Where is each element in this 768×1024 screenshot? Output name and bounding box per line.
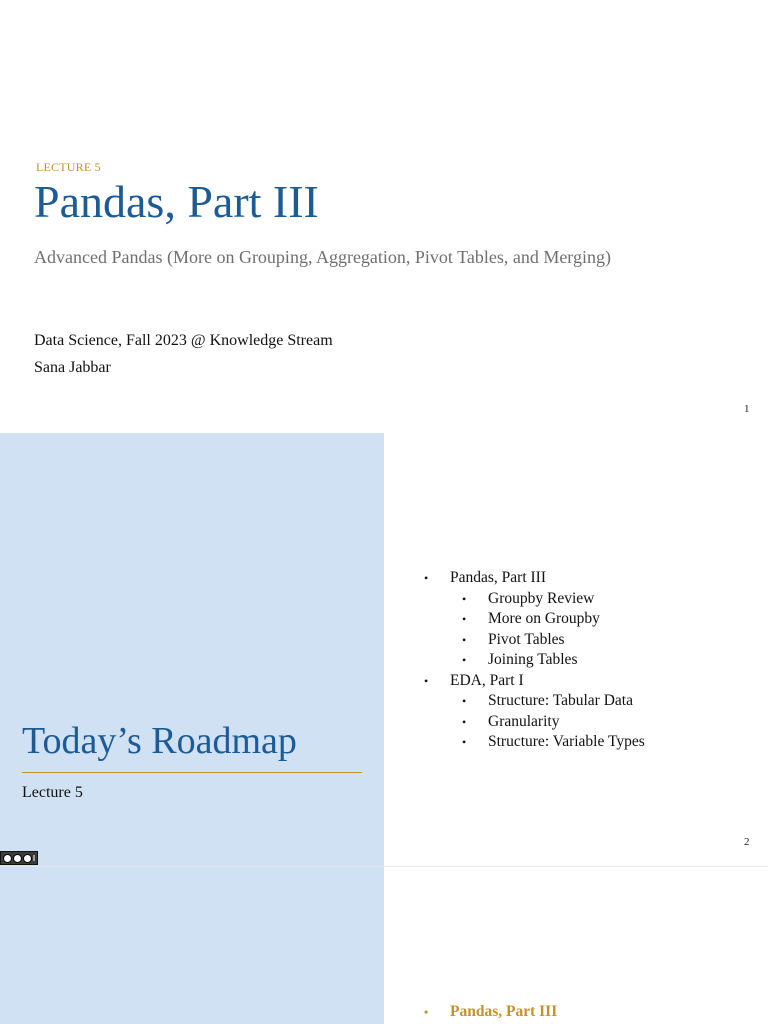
section-slide: [0, 866, 768, 1024]
author-name: Sana Jabbar: [34, 359, 111, 376]
list-item: [422, 589, 645, 610]
bullet-icon: •: [462, 632, 467, 647]
bullet-icon: •: [462, 735, 467, 749]
bullet-icon: •: [462, 694, 467, 708]
bullet-icon: •: [424, 571, 429, 585]
list-item: [422, 671, 645, 692]
page-number: 1: [744, 403, 750, 415]
list-item: [422, 568, 645, 589]
bullet-icon: •: [462, 612, 467, 626]
title-slide: [0, 0, 768, 433]
list-item-label: Pivot Tables: [488, 630, 565, 648]
title-divider: [22, 772, 362, 773]
list-item-label: Granularity: [488, 712, 560, 730]
list-item: [422, 732, 645, 753]
list-item-label: EDA, Part I: [450, 671, 524, 689]
list-item-label: More on Groupby: [488, 610, 600, 627]
roadmap-outline: [422, 568, 645, 753]
page-number: 2: [744, 836, 750, 848]
list-item-label: Pandas, Part III: [450, 1003, 558, 1020]
bullet-icon: •: [424, 1005, 429, 1019]
list-item: [422, 691, 645, 712]
bullet-icon: •: [462, 591, 467, 606]
list-item: [422, 650, 645, 671]
list-item: [422, 630, 645, 651]
list-item-label: Structure: Variable Types: [488, 733, 645, 750]
list-item: [422, 712, 645, 733]
roadmap-slide: [0, 433, 768, 866]
lecture-eyebrow: LECTURE 5: [36, 160, 101, 174]
section-outline: [422, 1002, 557, 1023]
slide-title: Today’s Roadmap: [22, 720, 297, 762]
course-name: Data Science, Fall 2023 @ Knowledge Stream: [34, 332, 333, 349]
roadmap-title-panel: [0, 433, 384, 866]
list-item: [422, 1002, 557, 1023]
title-panel: [0, 867, 384, 1024]
list-item-label: Groupby Review: [488, 589, 595, 607]
bullet-icon: •: [424, 673, 429, 688]
bullet-icon: •: [462, 653, 467, 667]
list-item-label: Structure: Tabular Data: [488, 692, 633, 709]
list-item-label: Joining Tables: [488, 651, 578, 668]
list-item: [422, 609, 645, 630]
slide-subtitle: Lecture 5: [22, 784, 83, 801]
creative-commons-icon: [0, 851, 38, 865]
slide-subtitle: Advanced Pandas (More on Grouping, Aggregation, Pivot Tables, and Merging): [34, 247, 611, 267]
slide-title: Pandas, Part III: [34, 176, 319, 227]
list-item-label: Pandas, Part III: [450, 569, 546, 586]
bullet-icon: •: [462, 714, 467, 729]
